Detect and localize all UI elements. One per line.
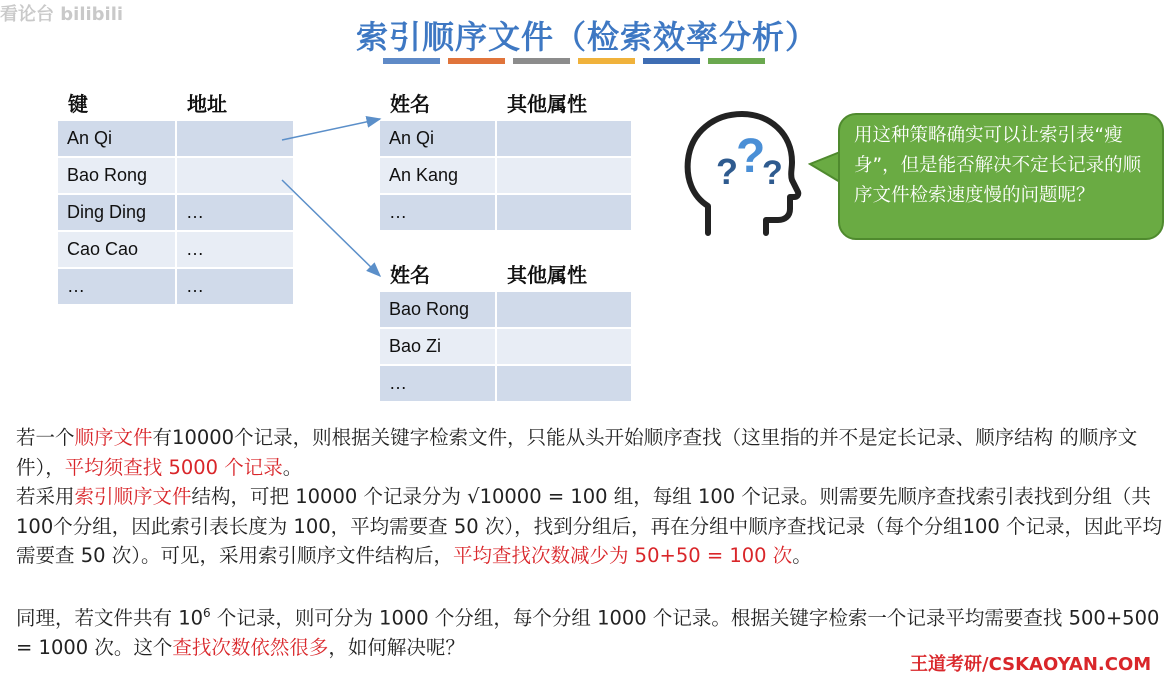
svg-text:?: ? (736, 130, 766, 183)
text-run: 若采用 (16, 485, 75, 508)
speech-bubble: 用这种策略确实可以让索引表“瘦身”，但是能否解决不定长记录的顺序文件检索速度慢的问题呢？ (838, 113, 1164, 240)
text-run: 。 (282, 455, 303, 479)
arrow-to-group-2 (282, 180, 380, 276)
index-address-cell: … (177, 195, 293, 230)
group2-header-attrs: 其他属性 (507, 263, 587, 287)
highlight-avg-5000: 平均须查找 5000 个记录 (64, 455, 283, 479)
group-name-cell: An Qi (380, 121, 495, 156)
index-key-cell: … (58, 269, 175, 304)
text-run: 个记录，则可分为 1000 个分组，每个分组 1000 个记录。根据关键字检索一个记录平均需要查找 500+500 = 1000 次。这个 (16, 606, 1160, 659)
highlight-still-many: 查找次数依然很多 (172, 636, 329, 659)
paragraph-1 (16, 423, 1166, 482)
exponent: 6 (203, 606, 211, 620)
index-header-key: 键 (68, 92, 88, 116)
group1-header-attrs: 其他属性 (507, 92, 587, 116)
paragraph-2 (16, 482, 1166, 571)
group-name-cell: An Kang (380, 158, 495, 193)
text-run: 结构，可把 10000 个记录分为 √10000 = 100 组，每组 100 个记录。则需要先顺序查找索引表找到分组（共100个分组，因此索引表长度为 100，平均需要查 50 次），找到分组后，再在分组中顺序查找记录（每个分组100 个记录，因此平均需要查 50 次）。可见，采用索引顺序文件结构后， (16, 485, 1163, 567)
index-key-cell: Bao Rong (58, 158, 175, 193)
slide-title: 索引顺序文件（检索效率分析） (355, 18, 818, 56)
text-run: 。 (792, 544, 812, 567)
text-run: ，如何解决呢？ (328, 636, 465, 659)
group2-header-name: 姓名 (390, 263, 430, 287)
brand-footer: 王道考研/CSKAOYAN.COM (910, 654, 1152, 675)
group-name-cell: … (380, 366, 495, 401)
text-run: 有10000个记录，则根据关键字检索文件，只能从头开始顺序查找（这里指的并不是定长记录、顺序结构 的顺序文件）， (16, 426, 1138, 479)
group-name-cell: … (380, 195, 495, 230)
index-key-cell: Cao Cao (58, 232, 175, 267)
arrow-to-group-1 (282, 119, 380, 140)
text-run: 同理，若文件共有 10 (16, 606, 204, 630)
group1-header-name: 姓名 (390, 92, 430, 116)
index-key-cell: An Qi (58, 121, 175, 156)
index-header-address: 地址 (187, 92, 227, 116)
group-name-cell: Bao Zi (380, 329, 495, 364)
bubble-tail (808, 150, 842, 186)
highlight-avg-100: 平均查找次数减少为 50+50 = 100 次 (452, 544, 793, 567)
index-key-cell: Ding Ding (58, 195, 175, 230)
head-question-icon (680, 108, 805, 243)
highlight-sequential-file: 顺序文件 (74, 426, 153, 449)
index-address-cell: … (177, 232, 293, 267)
index-address-cell: … (177, 269, 293, 304)
watermark: 看论台 bilibili (0, 4, 124, 25)
group-name-cell: Bao Rong (380, 292, 495, 327)
svg-text:?: ? (716, 151, 738, 192)
text-run: 若一个 (16, 426, 75, 449)
svg-text:?: ? (762, 154, 783, 192)
highlight-indexed-sequential: 索引顺序文件 (74, 485, 192, 508)
